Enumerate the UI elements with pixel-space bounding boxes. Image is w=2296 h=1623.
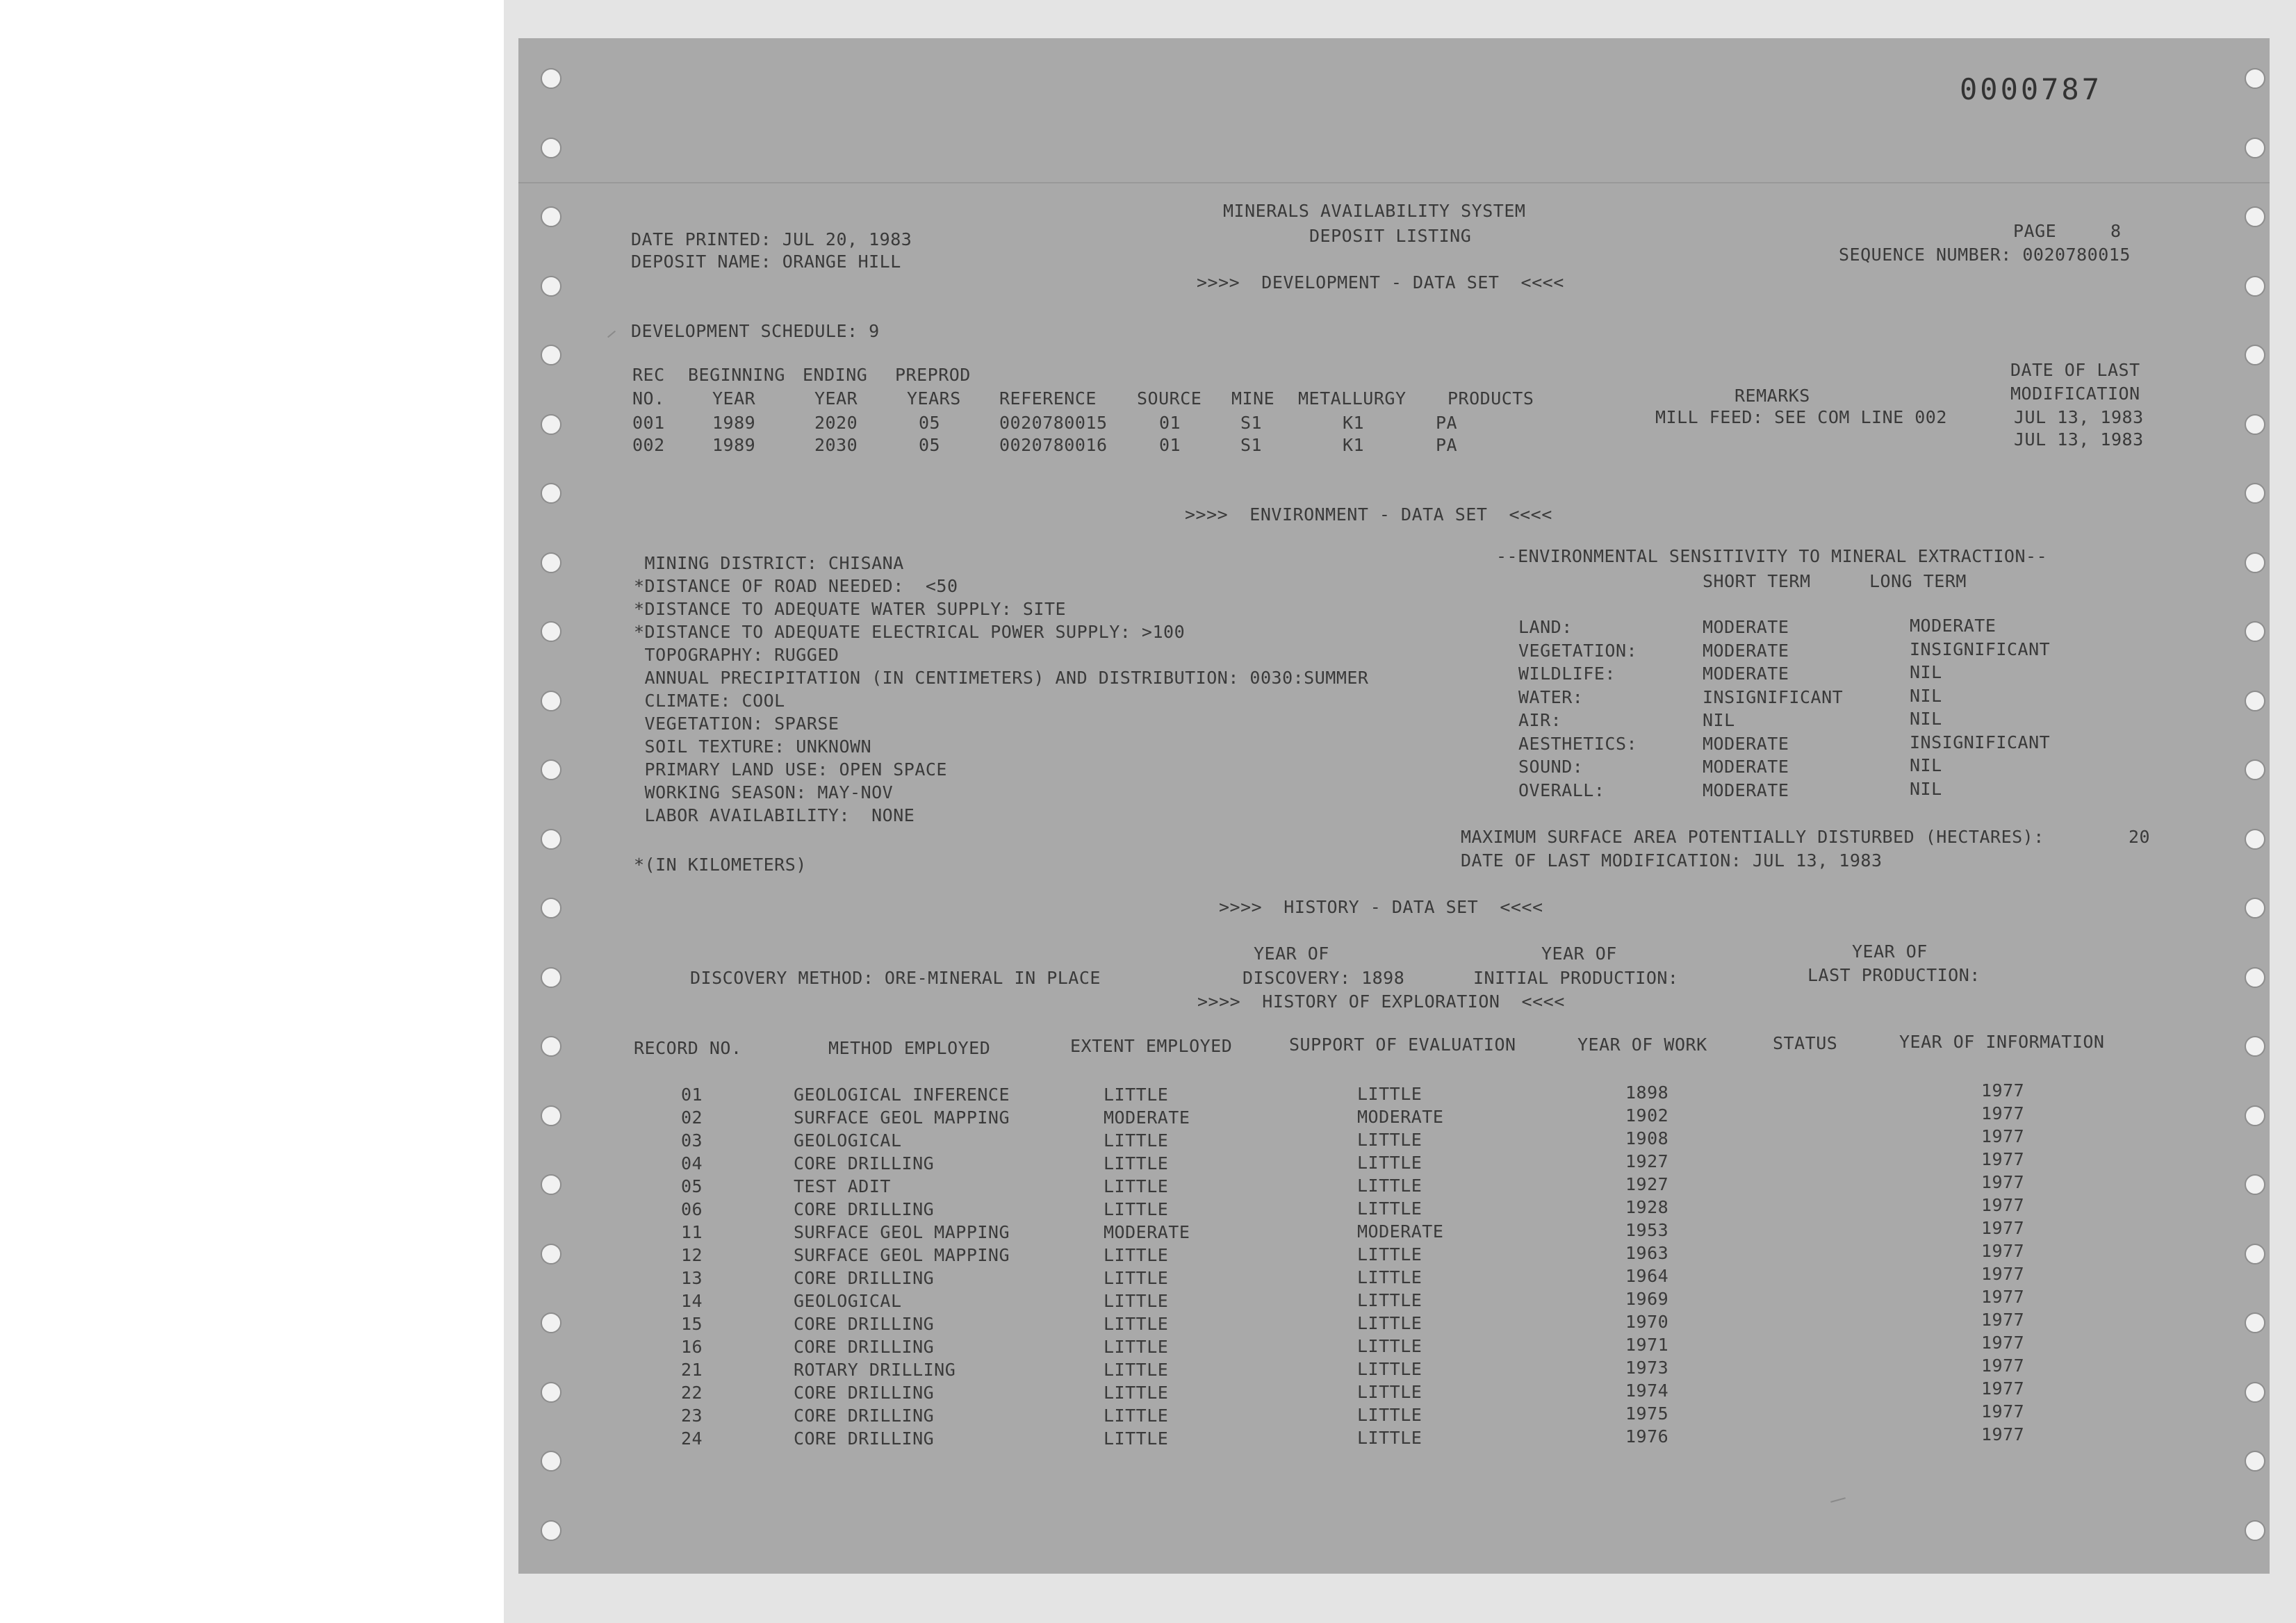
sensitivity-label: SOUND: [1518, 757, 1584, 777]
sequence-number: SEQUENCE NUMBER: 0020780015 [1839, 245, 2131, 265]
feed-hole [541, 691, 561, 711]
feed-hole [541, 1520, 561, 1541]
exploration-support: LITTLE [1357, 1382, 1422, 1402]
environment-line: TOPOGRAPHY: RUGGED [634, 645, 839, 665]
sensitivity-short-term: MODERATE [1703, 780, 1789, 800]
feed-hole [541, 414, 561, 435]
exploration-method: SURFACE GEOL MAPPING [794, 1245, 1010, 1265]
exploration-record-no: 12 [681, 1245, 703, 1265]
exploration-record-no: 03 [681, 1130, 703, 1151]
exploration-support: LITTLE [1357, 1084, 1422, 1104]
environment-line: WORKING SEASON: MAY-NOV [634, 782, 894, 802]
environment-line: *DISTANCE TO ADEQUATE WATER SUPPLY: SITE [634, 599, 1067, 619]
exploration-year-of-information: 1977 [1981, 1264, 2025, 1284]
sensitivity-label: WILDLIFE: [1518, 664, 1616, 684]
dev-rec-no: 002 [632, 435, 665, 455]
short-term-label: SHORT TERM [1703, 571, 1811, 591]
exploration-support: LITTLE [1357, 1359, 1422, 1379]
feed-hole [2245, 1036, 2265, 1057]
feed-hole [2245, 276, 2265, 297]
col-products: PRODUCTS [1448, 388, 1534, 409]
exploration-support: LITTLE [1357, 1428, 1422, 1448]
exploration-year-of-work: 1908 [1625, 1128, 1669, 1148]
environment-line: LABOR AVAILABILITY: NONE [634, 805, 915, 825]
dev-remarks: MILL FEED: SEE COM LINE 002 [1655, 407, 1947, 427]
environment-date-modified: DATE OF LAST MODIFICATION: JUL 13, 1983 [1461, 850, 1883, 871]
col-record-no: RECORD NO. [634, 1038, 742, 1058]
environment-line: *DISTANCE TO ADEQUATE ELECTRICAL POWER SUPPLY: >100 [634, 622, 1186, 642]
exploration-year-of-work: 1927 [1625, 1151, 1669, 1171]
exploration-year-of-work: 1927 [1625, 1174, 1669, 1194]
environment-line: SOIL TEXTURE: UNKNOWN [634, 736, 872, 757]
dev-reference: 0020780015 [999, 413, 1108, 433]
feed-hole [541, 276, 561, 297]
discovery-method: DISCOVERY METHOD: ORE-MINERAL IN PLACE [690, 968, 1101, 988]
feed-hole [2245, 1174, 2265, 1195]
exploration-year-of-work: 1963 [1625, 1243, 1669, 1263]
feed-hole [541, 206, 561, 227]
dev-preprod-years: 05 [919, 413, 941, 433]
development-section-title: >>>> DEVELOPMENT - DATA SET <<<< [1197, 272, 1564, 293]
exploration-title: >>>> HISTORY OF EXPLORATION <<<< [1197, 991, 1565, 1012]
exploration-method: CORE DRILLING [794, 1406, 935, 1426]
exploration-year-of-work: 1902 [1625, 1105, 1669, 1126]
col-status: STATUS [1773, 1033, 1838, 1053]
exploration-support: LITTLE [1357, 1153, 1422, 1173]
feed-hole [2245, 759, 2265, 780]
exploration-year-of-information: 1977 [1981, 1103, 2025, 1123]
exploration-record-no: 05 [681, 1176, 703, 1196]
feed-hole [2245, 967, 2265, 988]
dev-reference: 0020780016 [999, 435, 1108, 455]
exploration-extent: LITTLE [1104, 1268, 1169, 1288]
exploration-year-of-work: 1964 [1625, 1266, 1669, 1286]
col-years: YEARS [907, 388, 961, 409]
feed-hole [541, 345, 561, 365]
feed-hole [2245, 345, 2265, 365]
exploration-year-of-information: 1977 [1981, 1378, 2025, 1399]
feed-hole [541, 759, 561, 780]
feed-hole [541, 621, 561, 642]
feed-hole [541, 138, 561, 158]
exploration-method: ROTARY DRILLING [794, 1360, 956, 1380]
col-modification: MODIFICATION [2010, 384, 2140, 404]
exploration-support: LITTLE [1357, 1198, 1422, 1219]
exploration-year-of-information: 1977 [1981, 1080, 2025, 1101]
sensitivity-long-term: NIL [1910, 778, 1942, 799]
col-ending: ENDING [803, 365, 868, 385]
development-schedule: DEVELOPMENT SCHEDULE: 9 [631, 321, 880, 341]
col-source: SOURCE [1137, 388, 1202, 409]
feed-hole [2245, 483, 2265, 504]
exploration-extent: LITTLE [1104, 1153, 1169, 1173]
exploration-record-no: 24 [681, 1428, 703, 1449]
feed-hole [2245, 1105, 2265, 1126]
feed-hole [2245, 829, 2265, 850]
exploration-support: LITTLE [1357, 1130, 1422, 1150]
discovery-year: DISCOVERY: 1898 [1243, 968, 1405, 988]
sensitivity-label: WATER: [1518, 686, 1584, 707]
exploration-year-of-work: 1969 [1625, 1289, 1669, 1309]
dev-beginning-year: 1989 [712, 435, 756, 455]
col-mine: MINE [1231, 388, 1275, 409]
system-title: MINERALS AVAILABILITY SYSTEM [1223, 201, 1526, 221]
exploration-year-of-work: 1974 [1625, 1381, 1669, 1401]
exploration-year-of-information: 1977 [1981, 1424, 2025, 1444]
exploration-method: CORE DRILLING [794, 1153, 935, 1173]
exploration-extent: LITTLE [1104, 1428, 1169, 1449]
environment-line: ANNUAL PRECIPITATION (IN CENTIMETERS) AND DISTRIBUTION: 0030:SUMMER [634, 668, 1369, 688]
feed-hole [2245, 1382, 2265, 1403]
col-rec-no: NO. [632, 388, 665, 409]
exploration-method: CORE DRILLING [794, 1383, 935, 1403]
col-remarks: REMARKS [1735, 386, 1810, 406]
exploration-year-of-work: 1975 [1625, 1403, 1669, 1424]
sensitivity-label: AIR: [1518, 710, 1562, 730]
exploration-year-of-information: 1977 [1981, 1287, 2025, 1307]
year-of-discovery-label: YEAR OF [1254, 944, 1329, 964]
col-support: SUPPORT OF EVALUATION [1289, 1035, 1516, 1055]
environment-footnote: *(IN KILOMETERS) [634, 855, 807, 875]
col-extent: EXTENT EMPLOYED [1070, 1036, 1233, 1056]
exploration-year-of-work: 1976 [1625, 1426, 1669, 1447]
sensitivity-long-term: NIL [1910, 685, 1942, 706]
exploration-year-of-information: 1977 [1981, 1241, 2025, 1261]
feed-hole [2245, 68, 2265, 89]
feed-hole [541, 898, 561, 918]
feed-hole [541, 829, 561, 850]
exploration-year-of-information: 1977 [1981, 1172, 2025, 1192]
exploration-year-of-information: 1977 [1981, 1126, 2025, 1146]
exploration-year-of-information: 1977 [1981, 1195, 2025, 1215]
exploration-record-no: 04 [681, 1153, 703, 1173]
feed-hole [2245, 1312, 2265, 1333]
listing-title: DEPOSIT LISTING [1309, 226, 1472, 246]
sensitivity-title: --ENVIRONMENTAL SENSITIVITY TO MINERAL EXTRACTION-- [1496, 546, 2048, 566]
exploration-year-of-information: 1977 [1981, 1218, 2025, 1238]
exploration-year-of-information: 1977 [1981, 1401, 2025, 1422]
col-year-of-work: YEAR OF WORK [1577, 1035, 1707, 1055]
exploration-extent: LITTLE [1104, 1406, 1169, 1426]
sensitivity-short-term: MODERATE [1703, 757, 1789, 777]
col-preprod: PREPROD [895, 365, 971, 385]
exploration-record-no: 14 [681, 1291, 703, 1311]
exploration-support: MODERATE [1357, 1107, 1444, 1127]
exploration-extent: LITTLE [1104, 1291, 1169, 1311]
dev-rec-no: 001 [632, 413, 665, 433]
sensitivity-label: VEGETATION: [1518, 640, 1638, 661]
exploration-method: CORE DRILLING [794, 1428, 935, 1449]
feed-hole [2245, 552, 2265, 573]
feed-hole [541, 483, 561, 504]
sensitivity-long-term: NIL [1910, 709, 1942, 729]
dev-metallurgy: K1 [1343, 413, 1365, 433]
environment-section-title: >>>> ENVIRONMENT - DATA SET <<<< [1185, 504, 1552, 525]
exploration-year-of-information: 1977 [1981, 1333, 2025, 1353]
exploration-record-no: 21 [681, 1360, 703, 1380]
environment-line: CLIMATE: COOL [634, 691, 785, 711]
col-year-end: YEAR [814, 388, 858, 409]
exploration-extent: LITTLE [1104, 1360, 1169, 1380]
exploration-method: CORE DRILLING [794, 1314, 935, 1334]
max-surface-value: 20 [2129, 827, 2151, 847]
dev-beginning-year: 1989 [712, 413, 756, 433]
dev-date-modified: JUL 13, 1983 [2014, 407, 2144, 427]
exploration-record-no: 02 [681, 1107, 703, 1128]
feed-hole [541, 1036, 561, 1057]
exploration-method: SURFACE GEOL MAPPING [794, 1222, 1010, 1242]
exploration-year-of-information: 1977 [1981, 1356, 2025, 1376]
exploration-method: CORE DRILLING [794, 1199, 935, 1219]
col-year-begin: YEAR [712, 388, 756, 409]
exploration-support: LITTLE [1357, 1405, 1422, 1425]
feed-hole [541, 1244, 561, 1264]
exploration-record-no: 22 [681, 1383, 703, 1403]
environment-line: VEGETATION: SPARSE [634, 714, 839, 734]
feed-hole [541, 1174, 561, 1195]
sensitivity-short-term: MODERATE [1703, 640, 1789, 661]
exploration-method: CORE DRILLING [794, 1337, 935, 1357]
max-surface-label: MAXIMUM SURFACE AREA POTENTIALLY DISTURBED (HECTARES): [1461, 827, 2044, 847]
exploration-record-no: 11 [681, 1222, 703, 1242]
sensitivity-short-term: INSIGNIFICANT [1703, 686, 1844, 707]
sensitivity-long-term: MODERATE [1910, 616, 1996, 636]
feed-hole [2245, 898, 2265, 918]
col-reference: REFERENCE [999, 388, 1097, 409]
feed-hole [2245, 621, 2265, 642]
col-rec: REC [632, 365, 665, 385]
dev-ending-year: 2020 [814, 413, 858, 433]
environment-line: *DISTANCE OF ROAD NEEDED: <50 [634, 576, 958, 596]
sensitivity-long-term: NIL [1910, 755, 1942, 775]
sensitivity-short-term: MODERATE [1703, 664, 1789, 684]
dev-mine: S1 [1240, 435, 1263, 455]
year-of-last-label: YEAR OF [1852, 941, 1928, 962]
exploration-support: LITTLE [1357, 1290, 1422, 1310]
dev-source: 01 [1159, 413, 1181, 433]
exploration-method: SURFACE GEOL MAPPING [794, 1107, 1010, 1128]
feed-hole [541, 552, 561, 573]
dev-source: 01 [1159, 435, 1181, 455]
exploration-method: GEOLOGICAL [794, 1291, 902, 1311]
sensitivity-long-term: NIL [1910, 662, 1942, 682]
exploration-year-of-information: 1977 [1981, 1310, 2025, 1330]
exploration-year-of-work: 1973 [1625, 1358, 1669, 1378]
sensitivity-long-term: INSIGNIFICANT [1910, 639, 2051, 659]
exploration-support: MODERATE [1357, 1221, 1444, 1242]
feed-hole [541, 68, 561, 89]
exploration-record-no: 23 [681, 1406, 703, 1426]
dev-mine: S1 [1240, 413, 1263, 433]
history-section-title: >>>> HISTORY - DATA SET <<<< [1219, 897, 1543, 917]
exploration-record-no: 06 [681, 1199, 703, 1219]
exploration-extent: MODERATE [1104, 1107, 1190, 1128]
exploration-support: LITTLE [1357, 1244, 1422, 1264]
date-printed: DATE PRINTED: JUL 20, 1983 [631, 229, 912, 249]
col-beginning: BEGINNING [688, 365, 785, 385]
exploration-year-of-work: 1970 [1625, 1312, 1669, 1332]
col-metallurgy: METALLURGY [1298, 388, 1407, 409]
exploration-extent: LITTLE [1104, 1199, 1169, 1219]
sensitivity-short-term: NIL [1703, 710, 1735, 730]
sensitivity-long-term: INSIGNIFICANT [1910, 732, 2051, 752]
exploration-extent: MODERATE [1104, 1222, 1190, 1242]
exploration-extent: LITTLE [1104, 1245, 1169, 1265]
dev-ending-year: 2030 [814, 435, 858, 455]
feed-hole [2245, 1244, 2265, 1264]
feed-hole [541, 967, 561, 988]
exploration-support: LITTLE [1357, 1336, 1422, 1356]
feed-hole [2245, 138, 2265, 158]
exploration-support: LITTLE [1357, 1267, 1422, 1287]
feed-hole [2245, 1451, 2265, 1472]
environment-line: MINING DISTRICT: CHISANA [634, 553, 904, 573]
feed-hole [2245, 1520, 2265, 1541]
col-method: METHOD EMPLOYED [828, 1038, 991, 1058]
feed-hole [541, 1105, 561, 1126]
long-term-label: LONG TERM [1869, 571, 1967, 591]
exploration-year-of-work: 1928 [1625, 1197, 1669, 1217]
dev-preprod-years: 05 [919, 435, 941, 455]
exploration-extent: LITTLE [1104, 1314, 1169, 1334]
feed-hole [2245, 414, 2265, 435]
feed-hole [2245, 691, 2265, 711]
exploration-method: GEOLOGICAL [794, 1130, 902, 1151]
feed-hole [541, 1312, 561, 1333]
col-year-of-information: YEAR OF INFORMATION [1899, 1032, 2105, 1052]
exploration-method: CORE DRILLING [794, 1268, 935, 1288]
exploration-extent: LITTLE [1104, 1337, 1169, 1357]
exploration-extent: LITTLE [1104, 1176, 1169, 1196]
serial-number: 0000787 [1960, 72, 2103, 106]
exploration-record-no: 01 [681, 1085, 703, 1105]
deposit-name: DEPOSIT NAME: ORANGE HILL [631, 252, 901, 272]
exploration-extent: LITTLE [1104, 1085, 1169, 1105]
page-number: PAGE 8 [2013, 221, 2122, 241]
exploration-method: TEST ADIT [794, 1176, 891, 1196]
exploration-support: LITTLE [1357, 1313, 1422, 1333]
dev-metallurgy: K1 [1343, 435, 1365, 455]
exploration-record-no: 15 [681, 1314, 703, 1334]
environment-line: PRIMARY LAND USE: OPEN SPACE [634, 759, 947, 780]
exploration-year-of-information: 1977 [1981, 1149, 2025, 1169]
sensitivity-label: LAND: [1518, 617, 1573, 637]
sensitivity-label: OVERALL: [1518, 780, 1605, 800]
exploration-method: GEOLOGICAL INFERENCE [794, 1085, 1010, 1105]
exploration-record-no: 13 [681, 1268, 703, 1288]
feed-hole [541, 1451, 561, 1472]
exploration-year-of-work: 1971 [1625, 1335, 1669, 1355]
col-date-of-last: DATE OF LAST [2010, 360, 2140, 380]
feed-hole [2245, 206, 2265, 227]
exploration-record-no: 16 [681, 1337, 703, 1357]
initial-production: INITIAL PRODUCTION: [1473, 968, 1679, 988]
exploration-year-of-work: 1953 [1625, 1220, 1669, 1240]
sensitivity-short-term: MODERATE [1703, 733, 1789, 754]
dev-products: PA [1436, 435, 1458, 455]
dev-products: PA [1436, 413, 1458, 433]
exploration-extent: LITTLE [1104, 1130, 1169, 1151]
feed-hole [541, 1382, 561, 1403]
exploration-extent: LITTLE [1104, 1383, 1169, 1403]
exploration-year-of-work: 1898 [1625, 1082, 1669, 1103]
sensitivity-label: AESTHETICS: [1518, 733, 1638, 754]
sensitivity-short-term: MODERATE [1703, 617, 1789, 637]
perforation-line [518, 182, 2270, 183]
year-of-initial-label: YEAR OF [1541, 944, 1617, 964]
exploration-support: LITTLE [1357, 1176, 1422, 1196]
dev-date-modified: JUL 13, 1983 [2014, 429, 2144, 450]
last-production: LAST PRODUCTION: [1807, 965, 1981, 985]
